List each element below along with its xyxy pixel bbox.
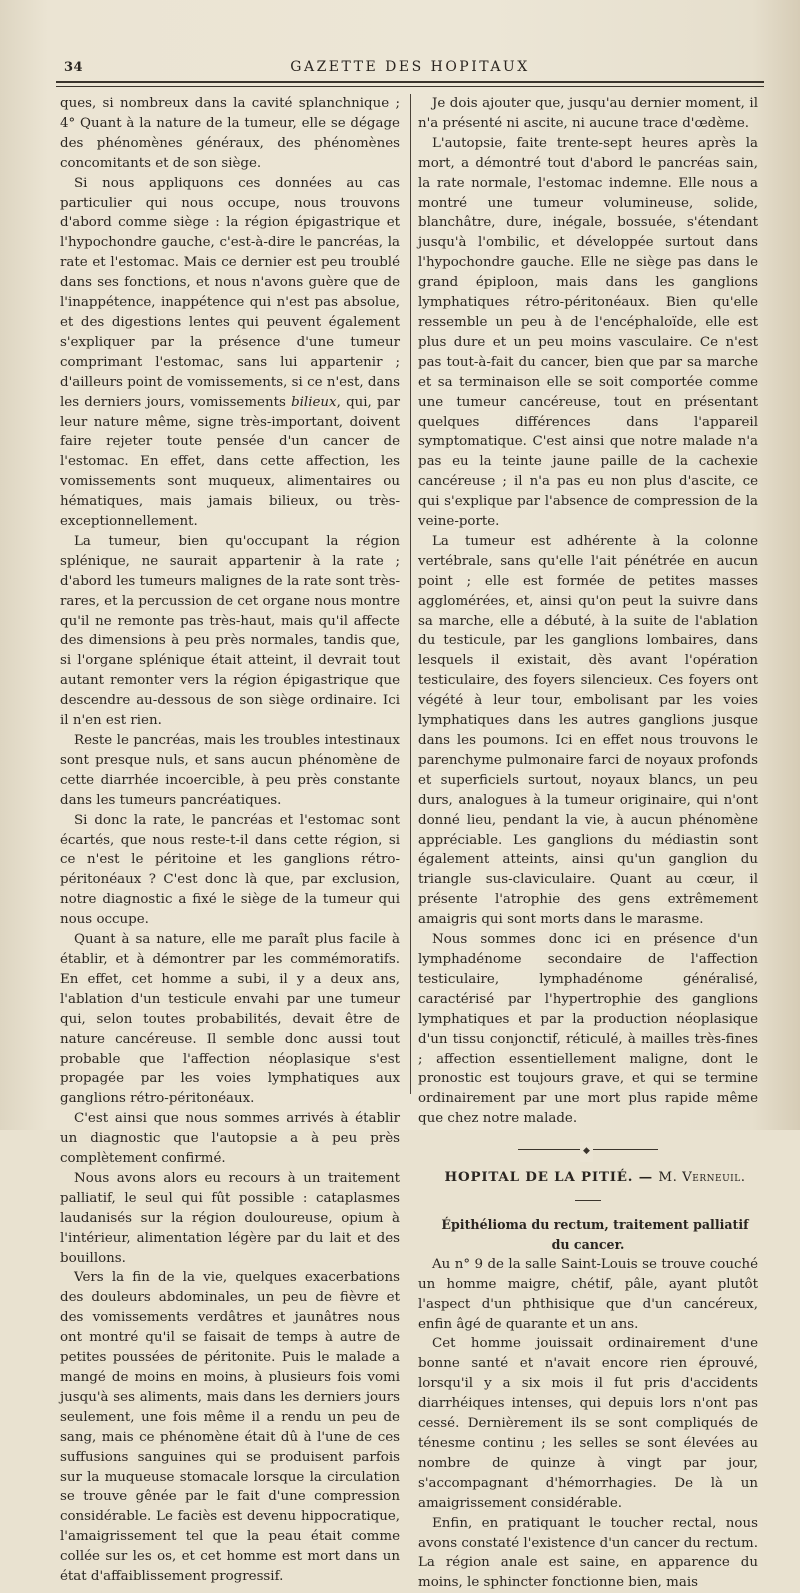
section-author: M. Verneuil.: [658, 1170, 746, 1186]
paragraph: Si nous appliquons ces données au cas particulier qui nous occupe, nous trouvons d'abord comme siège : la région épigastrique et l'hypochondre gauche, c'est-à-dire le pancréas, la rate et l'estomac. Mais ce dernier est peu troublé dans ses fonctions, et nous n'avons guère que de l'inappétence, inappétence qui n'est pas absolue, et des digestions lentes qui peuvent également s'expliquer par la présence d'une tumeur comprimant l'estomac, sans lui appartenir ; d'ailleurs point de vomissements, si ce n'est, dans les derniers jours, vomissements bilieux, qui, par leur nature même, signe très-important, doivent faire rejeter toute pensée d'un cancer de l'estomac. En effet, dans cette affection, les vomissements sont muqueux, alimentaires ou hématiques, mais jamais bilieux, ou très-exceptionnellement.: [60, 175, 400, 530]
right-column: [418, 94, 758, 1593]
header-rule-thick: [56, 81, 764, 83]
page-number: 34: [64, 60, 84, 75]
paragraph: La tumeur, bien qu'occupant la région splénique, ne saurait appartenir à la rate ; d'abord les tumeurs malignes de la rate sont très-rares, et la percussion de cet organe nous montre qu'il ne remonte pas très-haut, mais qu'il affecte des dimensions à peu près normales, tandis que, si l'organe splénique était atteint, il devrait tout autant remonter vers la région épigastrique que descendre au-dessous de son siège ordinaire. Ici il n'en est rien.: [60, 533, 400, 729]
paragraph: Quant à sa nature, elle me paraît plus facile à établir, et à démontrer par les commémoratifs. En effet, cet homme a subi, il y a deux ans, l'ablation d'un testicule envahi par une tumeur qui, selon toutes probabilités, devait être de nature cancéreuse. Il semble donc aussi tout probable que l'affection néoplasique s'est propagée par les voies lymphatiques aux ganglions rétro-péritonéaux.: [60, 932, 400, 1107]
italic-term: bilieux: [291, 394, 337, 410]
paragraph: Reste le pancréas, mais les troubles intestinaux sont presque nuls, et sans aucun phénomène de cette diarrhée incoercible, à peu près constante dans les tumeurs pancréatiques.: [60, 733, 400, 808]
paragraph: Si donc la rate, le pancréas et l'estomac sont écartés, que nous reste-t-il dans cette région, si ce n'est le péritoine et les ganglions rétro-péritonéaux ? C'est donc là que, par exclusion, notre diagnostic a fixé le siège de la tumeur qui nous occupe.: [60, 812, 400, 928]
paragraph: Au n° 9 de la salle Saint-Louis se trouve couché un homme maigre, chétif, pâle, ayant plutôt l'aspect d'un phthisique que d'un cancéreux, enfin âgé de quarante et un ans.: [418, 1256, 758, 1332]
running-title: GAZETTE DES HOPITAUX: [290, 59, 530, 75]
paragraph: Vers la fin de la vie, quelques exacerbations des douleurs abdominales, un peu de fièvre et des vomissements verdâtres et jaunâtres nous ont montré qu'il se faisait de temps à autre de petites poussées de péritonite. Puis le malade a mangé de moins en moins, à plusieurs fois vomi jusqu'à ses aliments, mais dans les derniers jours seulement, une fois même il a rendu un peu de sang, mais ce phénomène était dû à l'une de ces suffusions sanguines qui se produisent parfois sur la muqueuse stomacale lorsque la circulation se trouve gênée par le fait d'une compression considérable. Le faciès est devenu hippocratique, l'amaigrissement tel que la peau était comme collée sur les os, et cet homme est mort dans un état d'affaiblissement progressif.: [60, 1270, 400, 1585]
column-divider: [410, 94, 411, 1094]
paragraph: Nous avons alors eu recours à un traitement palliatif, le seul qui fût possible : cataplasmes laudanisés sur la région douloureuse, opium à l'intérieur, alimentation légère par du lait et des bouillons.: [60, 1170, 400, 1266]
paragraph: ques, si nombreux dans la cavité splanchnique ; 4° Quant à la nature de la tumeur, elle se dégage des phénomènes généraux, des phénomènes concomitants et de son siège.: [60, 96, 400, 171]
header-rule-thin: [56, 86, 764, 87]
short-rule: [575, 1200, 601, 1201]
paragraph: Je dois ajouter que, jusqu'au dernier moment, il n'a présenté ni ascite, ni aucune trace d'œdème.: [418, 96, 758, 131]
paragraph: La tumeur est adhérente à la colonne vertébrale, sans qu'elle l'ait pénétrée en aucun point ; elle est formée de petites masses agglomérées, et, ainsi qu'on peut la suivre dans sa marche, elle a débuté, à la suite de l'ablation du testicule, par les ganglions lombaires, dans lesquels il existait, dès avant l'opération testiculaire, des foyers silencieux. Ces foyers ont végété à leur tour, embolisant par les voies lymphatiques dans les autres ganglions jusque dans les poumons. Ici en effet nous trouvons le parenchyme pulmonaire farci de noyaux profonds et superficiels surtout, noyaux blancs, un peu durs, analogues à la tumeur originaire, qui n'ont donné lieu, pendant la vie, à aucun phénomène appréciable. Les ganglions du médiastin sont également atteints, ainsi qu'un ganglion du triangle sus-claviculaire. Quant au cœur, il présente l'atrophie des gens extrêmement amaigris qui sont morts dans le marasme.: [418, 533, 758, 928]
paragraph: Nous sommes donc ici en présence d'un lymphadénome secondaire de l'affection testiculaire, lymphadénome généralisé, caractérisé par l'hypertrophie des ganglions lymphatiques et par la production néoplasique d'un tissu conjonctif, réticulé, à mailles très-fines ; affection essentiellement maligne, dont le pronostic est toujours grave, et qui se termine ordinairement par une mort plus rapide même que chez notre malade.: [418, 932, 758, 1127]
paragraph: Cet homme jouissait ordinairement d'une bonne santé et n'avait encore rien éprouvé, lorsqu'il y a six mois il fut pris d'accidents diarrhéiques intenses, qui depuis lors n'ont pas cessé. Dernièrement ils se sont compliqués de ténesme continu ; les selles se sont élevées au nombre de quinze à vingt par jour, s'accompagnant d'hémorrhagies. De là un amaigrissement considérable.: [418, 1336, 758, 1511]
page-header: [56, 54, 764, 80]
case-title: Épithélioma du rectum, traitement palliatif du cancer.: [441, 1217, 749, 1252]
paragraph: L'autopsie, faite trente-sept heures après la mort, a démontré tout d'abord le pancréas sain, la rate normale, l'estomac indemne. Elle nous a montré une tumeur volumineuse, solide, blanchâtre, dure, inégale, bossuée, s'étendant jusqu'à l'ombilic, et développée surtout dans l'hypochondre gauche. Elle ne siège pas dans le grand épiploon, mais dans les ganglions lymphatiques rétro-péritonéaux. Bien qu'elle ressemble un peu à de l'encéphaloïde, elle est plus dure et un peu moins vasculaire. Ce n'est pas tout-à-fait du cancer, bien que par sa marche et sa terminaison elle se soit comportée comme une tumeur cancéreuse, tout en présentant quelques différences dans l'appareil symptomatique. C'est ainsi que notre malade n'a pas eu la teinte jaune paille de la cachexie cancéreuse ; il n'a pas eu non plus d'ascite, ce qui s'explique par l'absence de compression de la veine-porte.: [418, 135, 758, 530]
section-separator: [518, 1149, 658, 1150]
paragraph: Enfin, en pratiquant le toucher rectal, nous avons constaté l'existence d'un cancer du rectum. La région anale est saine, en apparence du moins, le sphincter fonctionne bien, mais: [418, 1515, 758, 1591]
paragraph: C'est ainsi que nous sommes arrivés à établir un diagnostic que l'autopsie a à peu près complètement confirmé.: [60, 1111, 400, 1167]
left-column: [60, 94, 400, 1587]
section-heading: HOPITAL DE LA PITIÉ. — M. Verneuil.: [444, 1169, 746, 1186]
